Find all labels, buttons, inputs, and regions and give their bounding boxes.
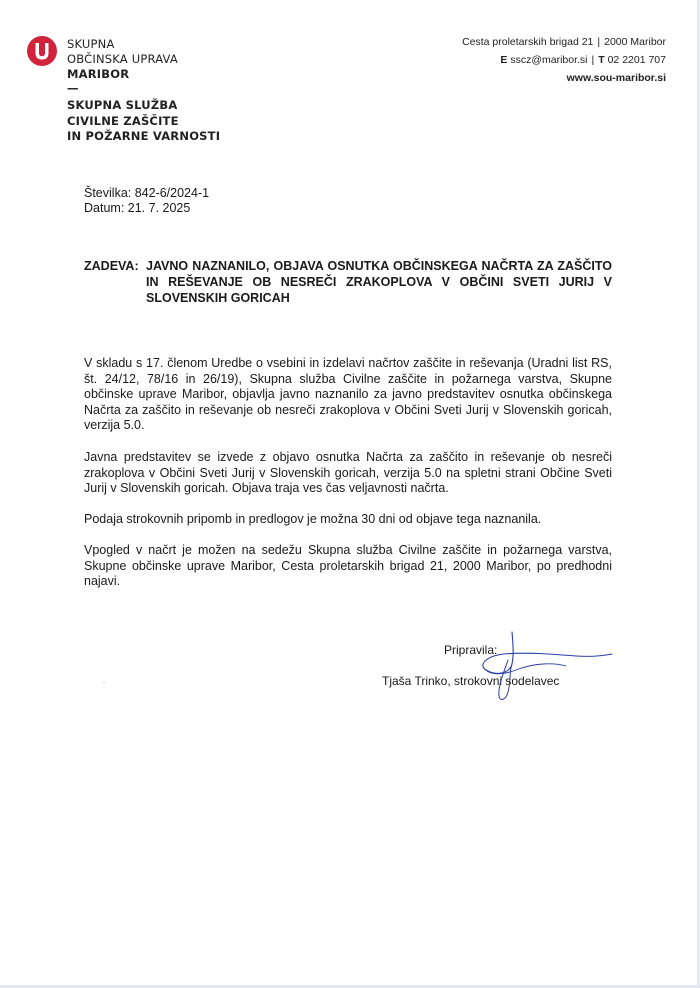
contact-address-row [462, 33, 666, 51]
contact-email-phone-row [462, 51, 666, 69]
body-paragraph: Javna predstavitev se izvede z objavo osnutka Načrta za zaščito in reševanje ob nesreči zrakoplova v Občini Sveti Jurij v Slovenskih goricah, verzija 5.0 na spletni strani Občine Sveti Jurij v Slovenskih goricah. Objava traja ves čas veljavnosti načrta. [84, 450, 612, 495]
contact-info [462, 33, 666, 87]
signature-area [376, 630, 616, 710]
municipality-logo-icon [27, 36, 57, 66]
scan-speck [103, 682, 105, 683]
body-paragraph: Podaja strokovnih pripomb in predlogov je možna 30 dni od objave tega naznanila. [84, 512, 542, 526]
separator: | [597, 36, 601, 48]
separator: | [591, 54, 595, 66]
document-number: Številka: 842-6/2024-1 [84, 186, 210, 200]
contact-address: Cesta proletarskih brigad 21 [462, 36, 594, 48]
phone-label: T [598, 54, 605, 66]
organization-name [67, 37, 178, 95]
contact-email[interactable]: sscz@maribor.si [510, 54, 588, 66]
org-line: SKUPNA [67, 37, 115, 51]
service-line: CIVILNE ZAŠČITE [67, 113, 179, 128]
signer-name: Tjaša Trinko, strokovni sodelavec [382, 674, 560, 688]
contact-phone: 02 2201 707 [607, 54, 666, 66]
document-date: Datum: 21. 7. 2025 [84, 201, 191, 215]
prepared-by-label: Pripravila: [444, 643, 498, 657]
reference-block [84, 186, 209, 216]
body-paragraph: Vpogled v načrt je možen na sedežu Skupna služba Civilne zaščite in požarnega varstva, Skupne občinske uprave Maribor, Cesta proletarskih brigad 21, 2000 Maribor, po predhodni najavi. [84, 543, 612, 588]
org-line: OBČINSKA UPRAVA [67, 52, 178, 66]
org-line: MARIBOR [67, 67, 130, 81]
contact-postal: 2000 Maribor [604, 36, 666, 48]
subject-label: ZADEVA: [84, 259, 139, 273]
contact-website[interactable]: www.sou-maribor.si [566, 72, 666, 84]
service-line: SKUPNA SLUŽBA [67, 98, 178, 112]
service-line: IN POŽARNE VARNOSTI [67, 129, 221, 143]
subject-text: JAVNO NAZNANILO, OBJAVA OSNUTKA OBČINSKEGA NAČRTA ZA ZAŠČITO IN REŠEVANJE OB NESREČI ZRAKOPLOVA V OBČINI SVETI JURIJ V SLOVENSKIH GORICAH [146, 259, 612, 305]
subject-block [84, 258, 612, 306]
service-name [67, 98, 220, 145]
handwritten-signature [416, 630, 616, 705]
body-paragraph: V skladu s 17. členom Uredbe o vsebini in izdelavi načrtov zaščite in reševanja (Uradni list RS, št. 24/12, 78/16 in 26/19), Skupna služba Civilne zaščite in požarnega varstva, Skupne občinske uprave Maribor, objavlja javno naznanilo za javno predstavitev osnutka občinskega Načrta za zaščito in reševanje ob nesreči zrakoplova v Občini Sveti Jurij v Slovenskih goricah, verzija 5.0. [84, 356, 612, 432]
email-label: E [500, 54, 508, 66]
org-divider: — [67, 81, 79, 95]
